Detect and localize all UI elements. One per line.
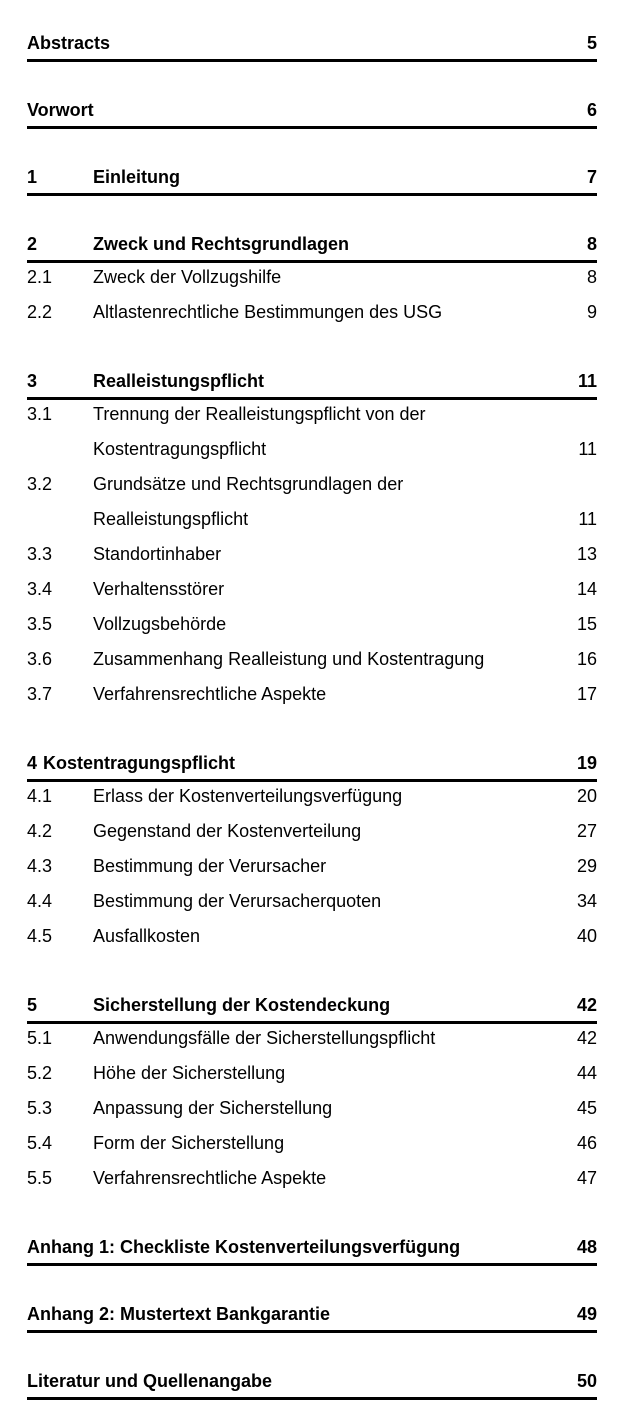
toc-entry-row[interactable]	[27, 1063, 597, 1084]
toc-heading-number: 1	[27, 167, 38, 187]
toc-heading-page-number: 11	[577, 371, 597, 391]
toc-entry-row[interactable]	[27, 1168, 597, 1189]
toc-entry-row[interactable]	[27, 821, 597, 842]
toc-entry-row[interactable]	[27, 614, 597, 635]
toc-entry-page-number: 29	[576, 856, 597, 876]
toc-heading-page-number: 19	[576, 753, 597, 773]
toc-entry-row[interactable]	[27, 891, 597, 912]
toc-entry-title: Altlastenrechtliche Bestimmungen des USG	[93, 302, 443, 322]
toc-entry-number: 4.1	[27, 786, 53, 806]
toc-heading-title: Literatur und Quellenangabe	[27, 1371, 273, 1391]
toc-heading-row[interactable]	[27, 371, 597, 400]
toc-entry-page-number: 46	[576, 1133, 597, 1153]
toc-heading-number: 3	[27, 371, 38, 391]
toc-entry-page-number: 11	[578, 439, 597, 459]
toc-entry-title: Verhaltensstörer	[93, 579, 225, 599]
toc-heading-page-number: 7	[586, 167, 597, 187]
toc-entry-page-number: 27	[576, 821, 597, 841]
toc-heading-page-number: 8	[586, 234, 597, 254]
toc-entry-title: Vollzugsbehörde	[93, 614, 227, 634]
toc-entry-title: Zusammenhang Realleistung und Kostentragung	[93, 649, 485, 669]
toc-heading-number: 5	[27, 995, 38, 1015]
toc-entry-number: 4.2	[27, 821, 53, 841]
toc-heading-row[interactable]	[27, 1237, 597, 1266]
toc-entry-number: 3.7	[27, 684, 53, 704]
toc-entry-title: Bestimmung der Verursacher	[93, 856, 327, 876]
toc-heading-row[interactable]	[27, 100, 597, 129]
toc-heading-row[interactable]	[27, 1304, 597, 1333]
toc-entry-number: 5.5	[27, 1168, 53, 1188]
toc-heading-page-number: 49	[576, 1304, 597, 1324]
toc-entry-number: 5.2	[27, 1063, 53, 1083]
toc-entry-row[interactable]	[27, 267, 597, 288]
toc-entry-number: 3.3	[27, 544, 53, 564]
table-of-contents	[27, 33, 597, 1404]
toc-entry-number: 3.6	[27, 649, 53, 669]
toc-entry-page-number: 11	[578, 509, 597, 529]
toc-heading-number: 4	[27, 753, 38, 773]
toc-entry-title: Zweck der Vollzugshilfe	[93, 267, 282, 287]
toc-entry-title: Trennung der Realleistungspflicht von der	[93, 404, 426, 424]
toc-entry-title: Anpassung der Sicherstellung	[93, 1098, 333, 1118]
toc-entry-row[interactable]	[27, 856, 597, 877]
toc-entry-page-number: 34	[576, 891, 597, 911]
toc-entry-row[interactable]	[27, 1028, 597, 1049]
toc-heading-title: Vorwort	[27, 100, 94, 120]
toc-entry-title: Standortinhaber	[93, 544, 222, 564]
toc-entry-number: 4.4	[27, 891, 53, 911]
toc-entry-title: Verfahrensrechtliche Aspekte	[93, 684, 327, 704]
toc-entry-row[interactable]	[27, 544, 597, 565]
toc-heading-title: Realleistungspflicht	[93, 371, 265, 391]
toc-entry-title: Erlass der Kostenverteilungsverfügung	[93, 786, 403, 806]
toc-heading-title: Anhang 1: Checkliste Kostenverteilungsverfügung	[27, 1237, 461, 1257]
toc-entry-row[interactable]	[27, 404, 597, 425]
toc-entry-title: Verfahrensrechtliche Aspekte	[93, 1168, 327, 1188]
toc-entry-row[interactable]	[27, 786, 597, 807]
toc-heading-row[interactable]	[27, 33, 597, 62]
toc-entry-row[interactable]	[27, 439, 597, 460]
toc-heading-title: Zweck und Rechtsgrundlagen	[93, 234, 350, 254]
toc-entry-page-number: 47	[576, 1168, 597, 1188]
toc-heading-row[interactable]	[27, 995, 597, 1024]
toc-entry-number: 4.3	[27, 856, 53, 876]
toc-entry-number: 5.3	[27, 1098, 53, 1118]
toc-heading-row[interactable]	[27, 753, 597, 782]
toc-entry-page-number: 16	[576, 649, 597, 669]
toc-entry-title: Höhe der Sicherstellung	[93, 1063, 286, 1083]
toc-entry-row[interactable]	[27, 474, 597, 495]
toc-entry-title: Bestimmung der Verursacherquoten	[93, 891, 382, 911]
toc-entry-page-number: 44	[576, 1063, 597, 1083]
toc-entry-number: 5.1	[27, 1028, 53, 1048]
toc-entry-row[interactable]	[27, 302, 597, 323]
toc-entry-row[interactable]	[27, 1133, 597, 1154]
toc-heading-number: 2	[27, 234, 38, 254]
toc-entry-row[interactable]	[27, 926, 597, 947]
toc-entry-title: Anwendungsfälle der Sicherstellungspflicht	[93, 1028, 436, 1048]
toc-entry-row[interactable]	[27, 579, 597, 600]
toc-entry-row[interactable]	[27, 684, 597, 705]
toc-entry-number: 2.2	[27, 302, 53, 322]
toc-heading-row[interactable]	[27, 234, 597, 263]
toc-heading-page-number: 6	[586, 100, 597, 120]
toc-entry-page-number: 9	[586, 302, 597, 322]
toc-heading-title: Kostentragungspflicht	[43, 753, 236, 773]
toc-entry-title: Kostentragungspflicht	[93, 439, 267, 459]
toc-heading-page-number: 48	[576, 1237, 597, 1257]
toc-entry-page-number: 13	[576, 544, 597, 564]
toc-entry-title: Grundsätze und Rechtsgrundlagen der	[93, 474, 404, 494]
toc-heading-title: Anhang 2: Mustertext Bankgarantie	[27, 1304, 331, 1324]
toc-entry-title: Form der Sicherstellung	[93, 1133, 285, 1153]
toc-entry-number: 3.5	[27, 614, 53, 634]
toc-entry-page-number: 17	[576, 684, 597, 704]
toc-entry-number: 4.5	[27, 926, 53, 946]
toc-entry-title: Ausfallkosten	[93, 926, 201, 946]
toc-entry-number: 3.2	[27, 474, 53, 494]
toc-entry-number: 5.4	[27, 1133, 53, 1153]
toc-entry-number: 3.4	[27, 579, 53, 599]
toc-entry-page-number: 14	[576, 579, 597, 599]
toc-heading-row[interactable]	[27, 167, 597, 196]
toc-entry-page-number: 45	[576, 1098, 597, 1118]
toc-entry-row[interactable]	[27, 509, 597, 530]
toc-heading-title: Sicherstellung der Kostendeckung	[93, 995, 391, 1015]
toc-entry-row[interactable]	[27, 649, 597, 670]
toc-heading-page-number: 42	[576, 995, 597, 1015]
toc-entry-title: Realleistungspflicht	[93, 509, 249, 529]
toc-heading-row[interactable]	[27, 1371, 597, 1400]
toc-entry-number: 3.1	[27, 404, 53, 424]
toc-entry-row[interactable]	[27, 1098, 597, 1119]
toc-heading-title: Abstracts	[27, 33, 111, 53]
toc-entry-page-number: 15	[576, 614, 597, 634]
toc-entry-page-number: 20	[576, 786, 597, 806]
toc-entry-number: 2.1	[27, 267, 53, 287]
toc-entry-page-number: 8	[586, 267, 597, 287]
toc-heading-title: Einleitung	[93, 167, 180, 187]
toc-entry-page-number: 40	[576, 926, 597, 946]
toc-heading-page-number: 50	[576, 1371, 597, 1391]
toc-heading-page-number: 5	[586, 33, 597, 53]
toc-entry-title: Gegenstand der Kostenverteilung	[93, 821, 362, 841]
toc-entry-page-number: 42	[576, 1028, 597, 1048]
